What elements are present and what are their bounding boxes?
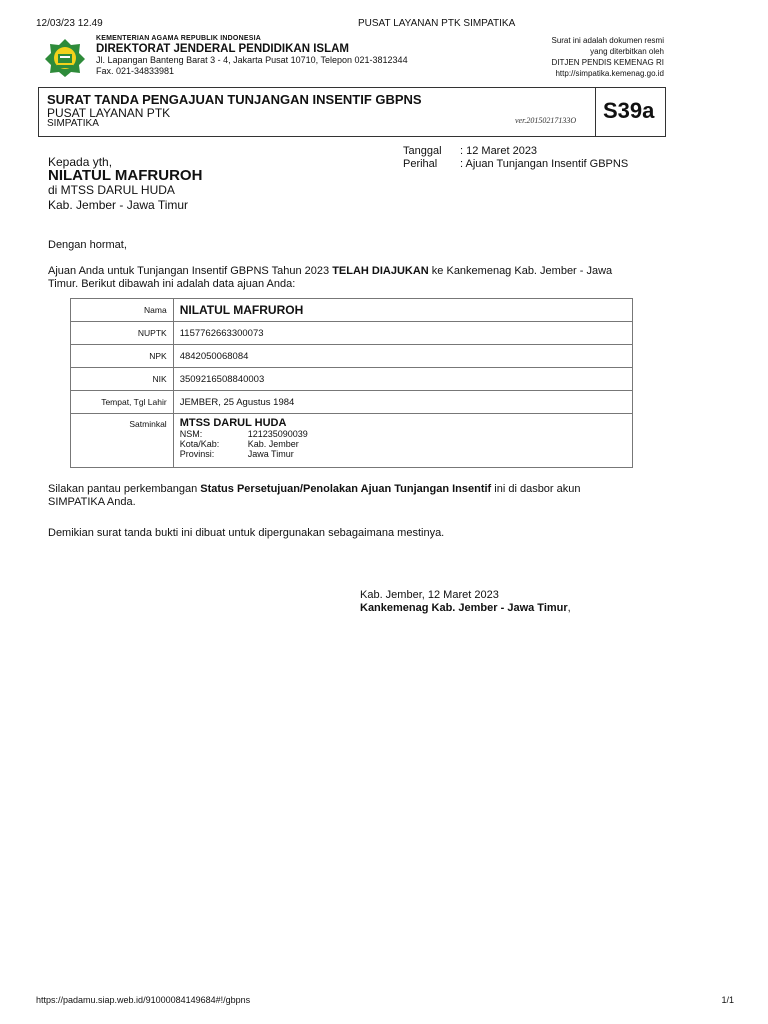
paragraph-text: Ajuan Anda untuk Tunjangan Insentif GBPNS Tahun 2023 [48, 265, 333, 277]
status-text: TELAH DIAJUKAN [332, 265, 429, 277]
office-name: Kankemenag Kab. Jember - Jawa Timur [360, 602, 568, 614]
official-note-line: yang diterbitkan oleh [590, 47, 664, 56]
official-note [464, 35, 664, 79]
row-label: NIK [71, 368, 174, 391]
nsm-value: 121235090039 [247, 429, 308, 439]
nsm-label: NSM: [179, 429, 203, 439]
row-label: NPK [71, 345, 174, 368]
paragraph-closing: Demikian surat tanda bukti ini dibuat untuk dipergunakan sebagaimana mestinya. [48, 527, 445, 539]
paragraph-text: ke Kankemenag Kab. Jember - Jawa Timur. Berikut dibawah ini adalah data ajuan Anda: [48, 265, 613, 290]
row-label: Nama [71, 299, 174, 322]
table-row [71, 299, 633, 322]
row-value-nik: 3509216508840003 [173, 368, 632, 391]
paragraph-monitor [48, 483, 628, 509]
version-label: ver.20150217133O [515, 116, 577, 125]
prov-value: Jawa Timur [247, 449, 294, 459]
status-note: Status Persetujuan/Penolakan Ajuan Tunjangan Insentif [200, 483, 492, 495]
table-row [71, 322, 633, 345]
table-row [71, 368, 633, 391]
table-row [71, 414, 633, 468]
fax: Fax. 021-34833981 [96, 66, 175, 76]
form-code: S39a [603, 98, 655, 123]
office-comma: , [567, 602, 571, 614]
row-value-nama: NILATUL MAFRUROH [173, 299, 632, 322]
salutation: Kepada yth, [48, 155, 113, 169]
submission-data-table [70, 298, 633, 468]
satminkal-details [180, 429, 626, 459]
satminkal-name: MTSS DARUL HUDA [179, 417, 287, 429]
document-subtitle: PUSAT LAYANAN PTK [47, 106, 171, 120]
paragraph-submitted [48, 265, 628, 291]
greeting: Dengan hormat, [48, 239, 127, 251]
signature-place-date: Kab. Jember, 12 Maret 2023 [360, 589, 499, 601]
kota-value: Kab. Jember [247, 439, 299, 449]
row-value-ttl: JEMBER, 25 Agustus 1984 [173, 391, 632, 414]
recipient-institution: di MTSS DARUL HUDA [48, 183, 175, 197]
title-box-divider [595, 88, 596, 136]
page-number: 1/1 [721, 995, 734, 1005]
subject-value: : Ajuan Tunjangan Insentif GBPNS [460, 158, 629, 170]
document-title: SURAT TANDA PENGAJUAN TUNJANGAN INSENTIF GBPNS [47, 92, 422, 107]
system-name: SIMPATIKA [47, 118, 99, 129]
official-note-url: http://simpatika.kemenag.go.id [555, 69, 664, 78]
row-value-satminkal [173, 414, 632, 468]
title-box [38, 87, 666, 137]
print-datetime: 12/03/23 12.49 [36, 18, 103, 29]
kemenag-logo-icon [44, 38, 86, 78]
date-label: Tanggal [403, 145, 442, 157]
row-label: NUPTK [71, 322, 174, 345]
footer-url[interactable]: https://padamu.siap.web.id/91000084149684#!/gbpns [36, 995, 251, 1005]
recipient-region: Kab. Jember - Jawa Timur [48, 198, 189, 212]
kota-label: Kota/Kab: [179, 439, 220, 449]
ministry-name: KEMENTERIAN AGAMA REPUBLIK INDONESIA [96, 35, 261, 42]
paragraph-text: Silakan pantau perkembangan [48, 483, 201, 495]
table-row [71, 391, 633, 414]
official-note-line: DITJEN PENDIS KEMENAG RI [551, 58, 664, 67]
prov-label: Provinsi: [179, 449, 215, 459]
paragraph-text: ini di dasbor akun SIMPATIKA Anda. [48, 483, 581, 508]
print-title: PUSAT LAYANAN PTK SIMPATIKA [358, 18, 516, 29]
row-label: Satminkal [71, 414, 174, 468]
row-value-npk: 4842050068084 [173, 345, 632, 368]
row-label: Tempat, Tgl Lahir [71, 391, 174, 414]
row-value-nuptk: 1157762663300073 [173, 322, 632, 345]
table-row [71, 345, 633, 368]
directorate-name: DIREKTORAT JENDERAL PENDIDIKAN ISLAM [96, 43, 350, 55]
signature-office [360, 602, 571, 614]
official-note-line: Surat ini adalah dokumen resmi [551, 36, 664, 45]
address: Jl. Lapangan Banteng Barat 3 - 4, Jakarta Pusat 10710, Telepon 021-3812344 [96, 55, 408, 65]
subject-label: Perihal [403, 158, 438, 170]
date-value: : 12 Maret 2023 [460, 145, 538, 157]
recipient-name: NILATUL MAFRUROH [48, 167, 203, 184]
